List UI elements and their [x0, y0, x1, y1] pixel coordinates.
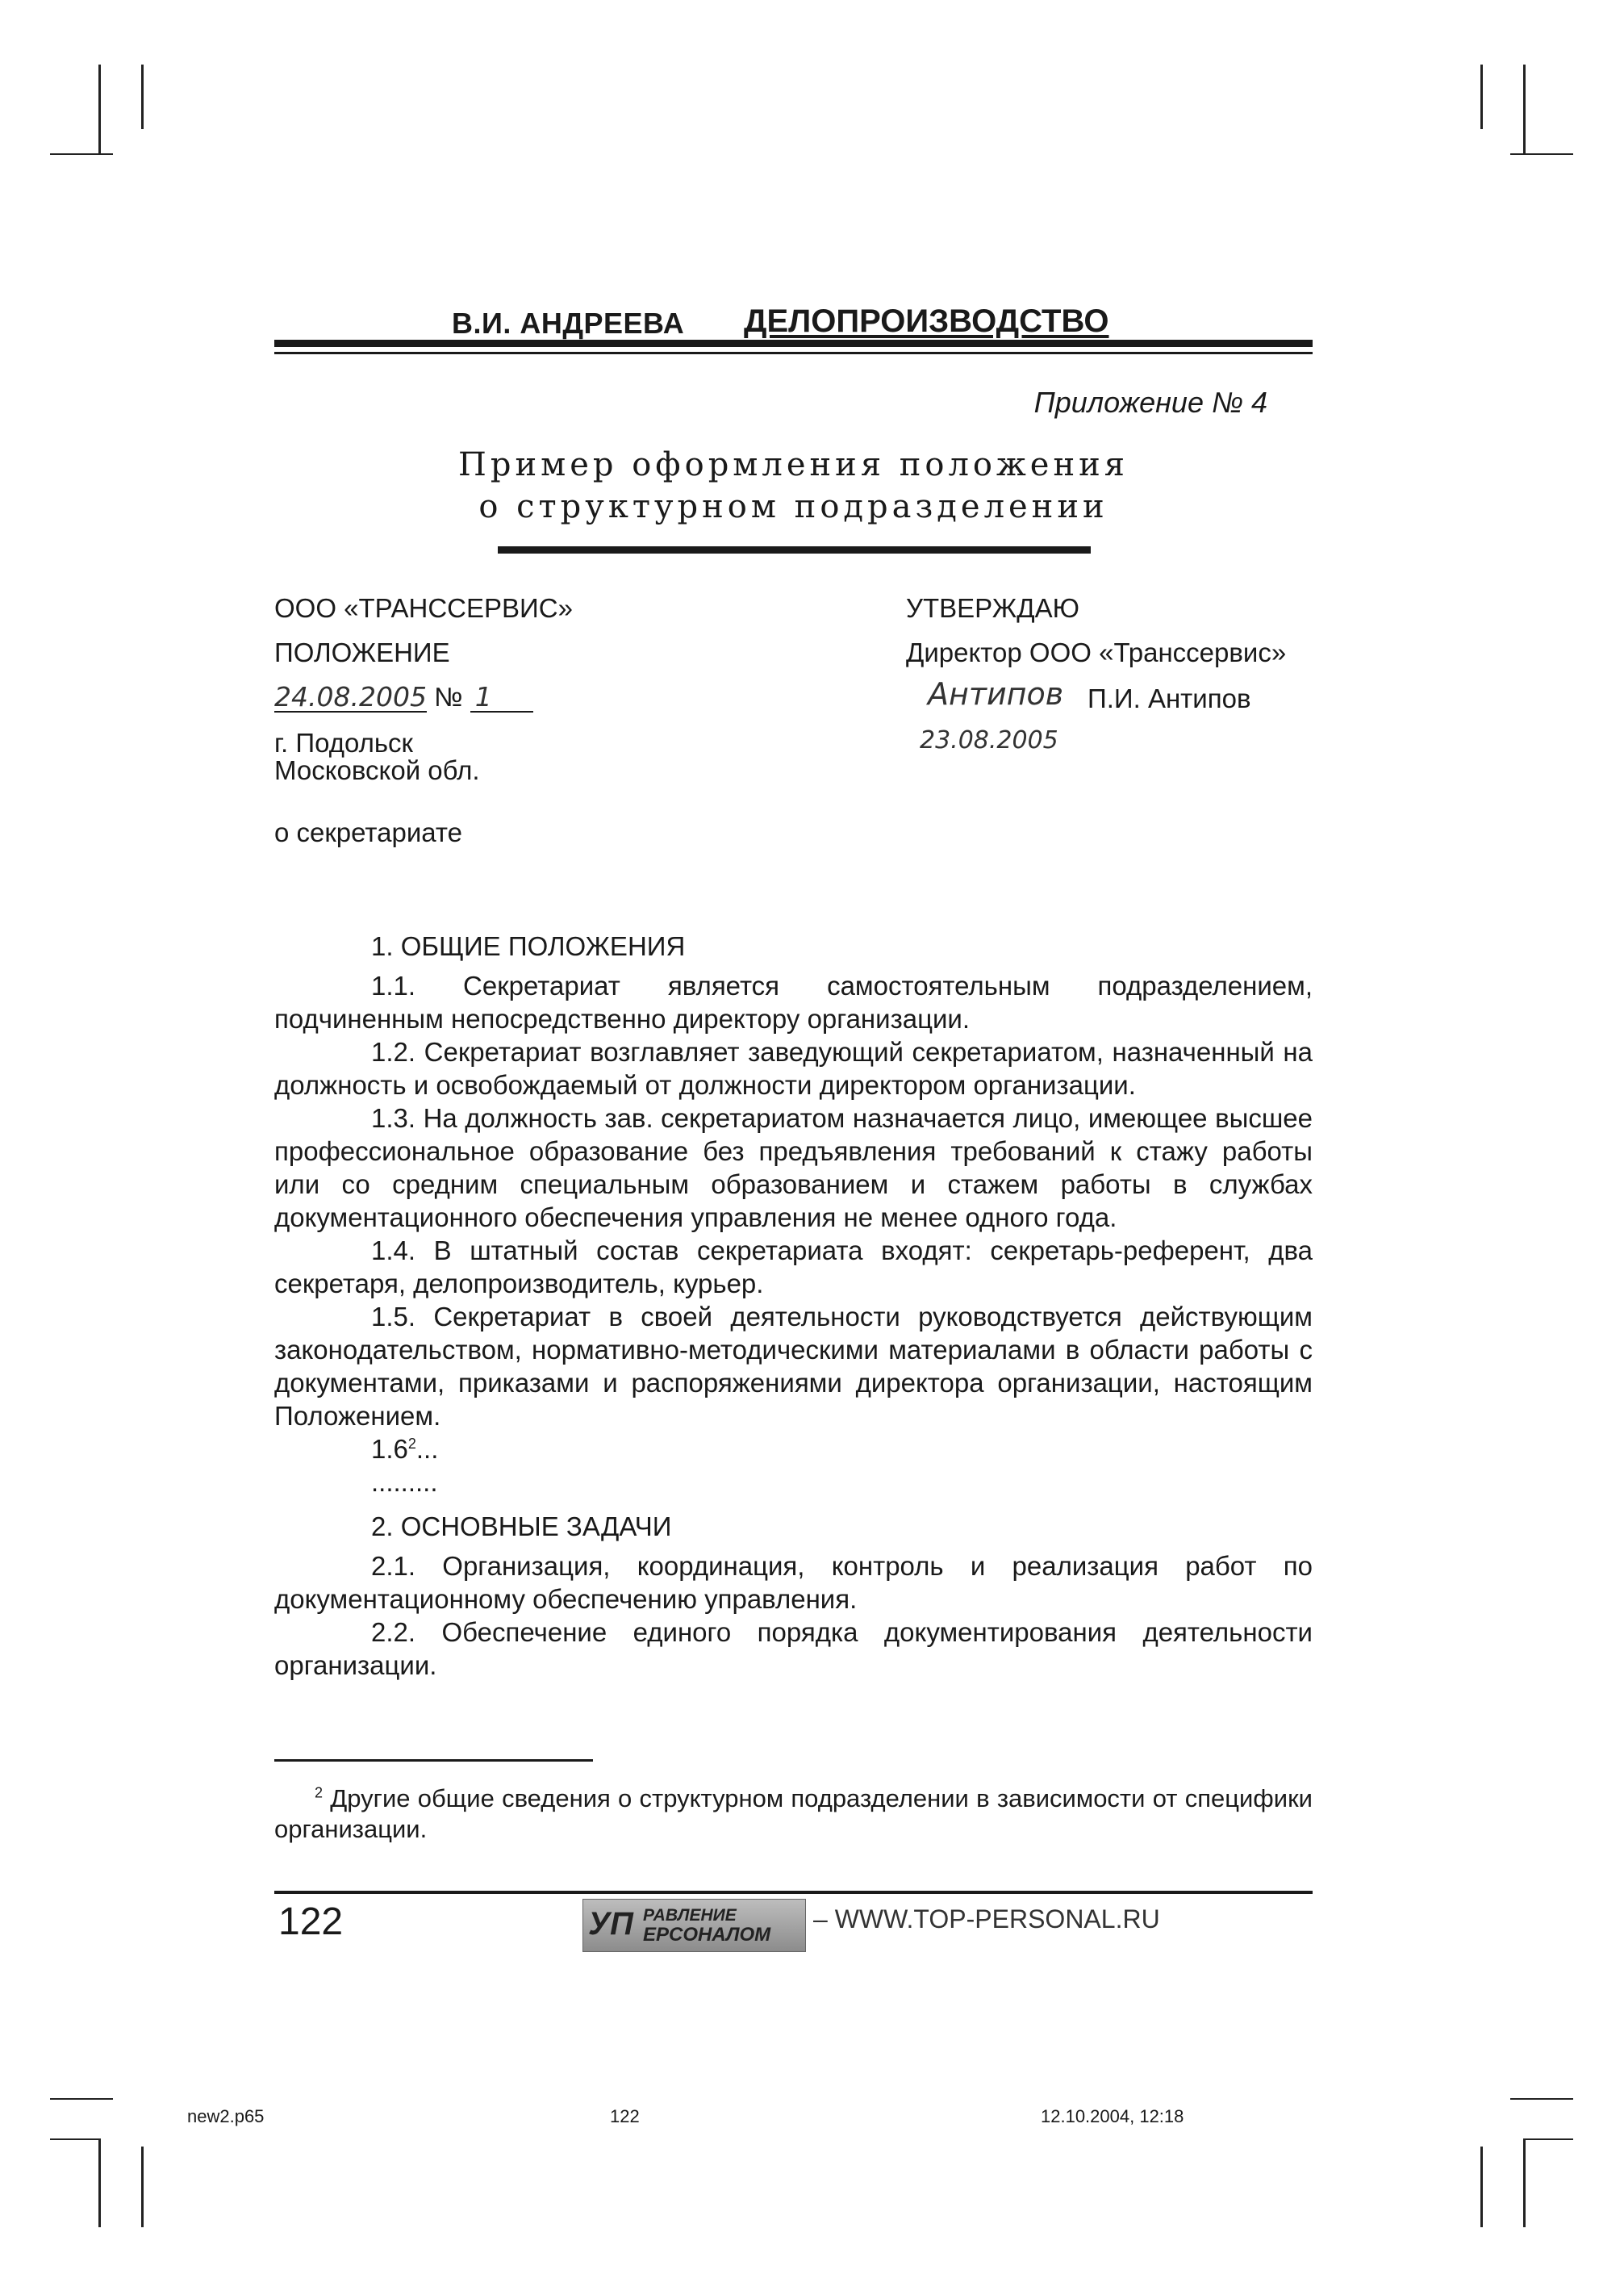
crop-mark [50, 2098, 113, 2100]
crop-mark [1510, 153, 1573, 155]
doc-place [274, 729, 480, 784]
approval-name: П.И. Антипов [1088, 684, 1251, 713]
omission-marker: ......... [371, 1467, 438, 1497]
page-number: 122 [278, 1900, 344, 1943]
document-title [274, 444, 1313, 528]
slug-file: new2.p65 [187, 2106, 265, 2126]
crop-mark [1523, 2138, 1573, 2140]
crop-mark [50, 2138, 100, 2140]
doc-type: ПОЛОЖЕНИЕ [274, 638, 450, 667]
doc-region: Московской обл. [274, 755, 480, 785]
clause: 1.4. В штатный состав секретариата входят: секретарь-референт, два секретаря, делопроизводитель, курьер. [274, 1235, 1313, 1298]
clause: 2.2. Обеспечение единого порядка документирования деятельности организации. [274, 1617, 1313, 1680]
slug-timestamp: 12.10.2004, 12:18 [1041, 2106, 1184, 2126]
crop-mark [50, 153, 113, 155]
footnote [274, 1783, 1313, 1845]
document-title-line1: Пример оформления положения [457, 446, 1129, 483]
doc-number-label: № [434, 682, 463, 712]
crop-mark [98, 2138, 101, 2227]
doc-date-number [274, 681, 533, 713]
clause: 2.1. Организация, координация, контроль и реализация работ по документационному обеспечению управления. [274, 1551, 1313, 1614]
doc-city: г. Подольск [274, 728, 413, 758]
approval-date: 23.08.2005 [920, 726, 1058, 755]
crop-mark [1523, 2138, 1526, 2227]
clause [274, 1432, 1313, 1465]
footnote-marker: 2 [315, 1784, 324, 1801]
magazine-logo [582, 1899, 806, 1952]
approval-label: УТВЕРЖДАЮ [906, 593, 1079, 623]
clause: 1.5. Секретариат в своей деятельности руководствуется действующим законодательством, нормативно-методическими материалами в области работы с документами, приказами и распоряжениями директора организации, настоящим Положением. [274, 1302, 1313, 1431]
crop-mark [1510, 2098, 1573, 2100]
doc-subject: о секретариате [274, 817, 463, 847]
header-book-title: ДЕЛОПРОИЗВОДСТВО [744, 303, 1109, 339]
title-underline [498, 546, 1091, 554]
section-heading: 2. ОСНОВНЫЕ ЗАДАЧИ [371, 1511, 672, 1541]
website-link[interactable]: – WWW.TOP-PERSONAL.RU [813, 1904, 1160, 1933]
clause-ellipsis: ... [415, 1434, 439, 1464]
crop-mark [141, 2147, 144, 2227]
section-heading: 1. ОБЩИЕ ПОЛОЖЕНИЯ [371, 931, 686, 961]
document-title-line2: о структурном подразделении [478, 488, 1108, 525]
clause: 1.2. Секретариат возглавляет заведующий секретариатом, назначенный на должность и освобождаемый от должности директором организации. [274, 1037, 1313, 1100]
footnote-ref: 2 [407, 1436, 416, 1452]
crop-mark [1523, 65, 1526, 153]
footer-rule [274, 1891, 1313, 1894]
crop-mark [1480, 2147, 1483, 2227]
crop-mark [1480, 65, 1483, 129]
document-body [274, 922, 1313, 1682]
footnote-rule [274, 1759, 593, 1762]
slug-page: 122 [610, 2106, 640, 2126]
clause: 1.1. Секретариат является самостоятельным подразделением, подчиненным непосредственно директору организации. [274, 971, 1313, 1034]
appendix-label: Приложение № 4 [1033, 386, 1267, 419]
header-rule-thin [274, 352, 1313, 354]
org-name: ООО «ТРАНССЕРВИС» [274, 593, 573, 623]
approval-position: Директор ООО «Транссервис» [906, 638, 1287, 667]
crop-mark [98, 65, 101, 153]
header-author: В.И. АНДРЕЕВА [452, 307, 685, 340]
logo-text-line1: РАВЛЕНИЕ [643, 1906, 737, 1925]
logo-mark-icon: УП [588, 1906, 633, 1942]
doc-date: 24.08.2005 [274, 681, 427, 713]
footnote-text: Другие общие сведения о структурном подразделении в зависимости от специфики организации. [274, 1784, 1313, 1843]
crop-mark [141, 65, 144, 129]
clause: 1.3. На должность зав. секретариатом назначается лицо, имеющее высшее профессиональное образование без предъявления требований к стажу работы или со средним специальным образованием и стажем работы в службах документационного обеспечения управления не менее одного года. [274, 1103, 1313, 1232]
logo-text-line2: ЕРСОНАЛОМ [643, 1924, 771, 1946]
header-rule [274, 340, 1313, 347]
approval-signature: Антипов [928, 676, 1064, 712]
clause-number: 1.6 [371, 1434, 408, 1464]
doc-number: 1 [470, 684, 533, 713]
